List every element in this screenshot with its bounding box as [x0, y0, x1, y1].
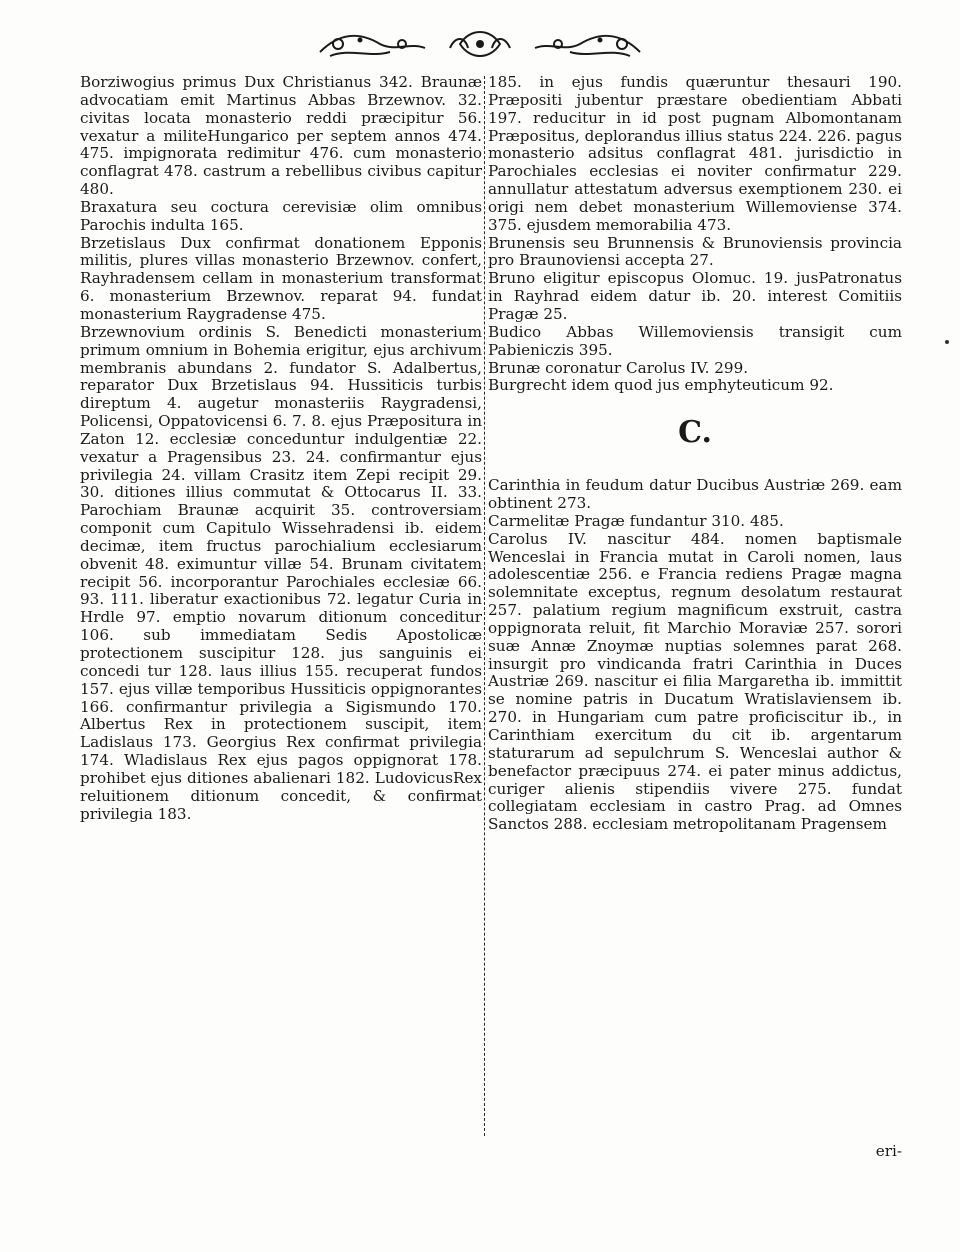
paper-speck	[945, 340, 949, 344]
index-entry: Carmelitæ Pragæ fundantur 310. 485.	[488, 511, 784, 530]
index-entry: Brunæ coronatur Carolus IV. 299.	[488, 358, 749, 377]
right-column	[488, 74, 902, 834]
catchword: eri-	[875, 1142, 902, 1160]
index-entry: 185. in ejus fundis quæruntur thesauri 190. Præpositi jubentur præstare obedientiam Abbati 197. reducitur in id post pugnam Albomontanam Præpositus, deplorandus illius status 224. 226. pagus monasterio adsitus conflagrat 481. jurisdictio in Parochiales ecclesias ei noviter confirmatur 229. annullatur attestatum adversus exemptionem 230. ei origi nem debet monasterium Willemoviense 374. 375. ejusdem memorabilia 473.	[488, 73, 902, 234]
index-entry: Carolus IV. nascitur 484. nomen baptismale Wenceslai in Francia mutat in Caroli nomen, laus adolescentiæ 256. e Francia rediens Pragæ magna solemnitate exceptus, regnum desolatum restaurat 257. palatium regium magnificum exstruit, castra oppignorata reluit, fit Marchio Moraviæ 257. sorori suæ Annæ Znoymæ nuptias solemnes parat 268. insurgit pro vindicanda fratri Carinthia in Duces Austriæ 269. nascitur ei filia Margaretha ib. immittit se nomine patris in Ducatum Wratislaviensem ib. 270. in Hungariam cum patre proficiscitur ib., in Carinthiam exercitum du cit ib. argentarum staturarum ad sepulchrum S. Wenceslai author & benefactor præcipuus 274. ei pater minus addictus, curiger alienis stipendiis vivere 275. fundat collegiatam ecclesiam in castro Prag. ad Omnes Sanctos 288. ecclesiam metropolitanam Pragensem	[488, 529, 902, 834]
section-letter: C.	[678, 415, 712, 451]
index-entry: Brzewnovium ordinis S. Benedicti monasterium primum omnium in Bohemia erigitur, ejus archivum membranis abundans 2. fundator S. Adalbertus, reparator Dux Brzetislaus 94. Hussiticis turbis direptum 4. augetur monasteriis Raygradensi, Policensi, Oppatovicensi 6. 7. 8. ejus Præpositura in Zaton 12. ecclesiæ conceduntur indulgentiæ 22. vexatur a Pragensibus 23. 24. confirmantur ejus privilegia 24. villam Crasitz item Zepi recipit 29. 30. ditiones illius commutat & Ottocarus II. 33. Parochiam Braunæ acquirit 35. controversiam componit cum Capitulo Wissehradensi ib. eidem decimæ, item fructus parochialium ecclesiarum obvenit 48. eximuntur villæ 54. Brunam civitatem recipit 56. incorporantur Parochiales ecclesiæ 66. 93. 111. liberatur exactionibus 72. legatur Curia in Hrdle 97. emptio novarum ditionum conceditur 106. sub immediatam Sedis Apostolicæ protectionem suscipitur 128. jus sanguinis ei concedi tur 128. laus illius 155. recuperat fundos 157. ejus villæ temporibus Hussiticis oppignorantes 166. confirmantur privilegia a Sigismundo 170. Albertus Rex in protectionem suscipit, item Ladislaus 173. Georgius Rex confirmat privilegia 174. Wladislaus Rex ejus pagos oppignorat 178. prohibet ejus ditiones abalienari 182. LudovicusRex reluitionem ditionum concedit, & confirmat privilegia 183.	[80, 322, 482, 823]
index-entry: Bruno eligitur episcopus Olomuc. 19. jusPatronatus in Rayhrad eidem datur ib. 20. interest Comitiis Pragæ 25.	[488, 269, 902, 323]
index-entry: Carinthia in feudum datur Ducibus Austriæ 269. eam obtinent 273.	[488, 476, 902, 513]
index-entry: Braxatura seu coctura cerevisiæ olim omnibus Parochis indulta 165.	[80, 197, 482, 234]
column-divider	[484, 76, 485, 1136]
index-entry: Brunensis seu Brunnensis & Brunoviensis provincia pro Braunoviensi accepta 27.	[488, 233, 902, 270]
index-entry: Brzetislaus Dux confirmat donationem Epponis militis, plures villas monasterio Brzewnov. confert, Rayhradensem cellam in monasterium transformat 6. monasterium Brzewnov. reparat 94. fundat monasterium Raygradense 475.	[80, 233, 482, 323]
index-entry: Burgrecht idem quod jus emphyteuticum 92.	[488, 376, 834, 395]
index-entry: Budico Abbas Willemoviensis transigit cum Pabieniczis 395.	[488, 322, 902, 359]
left-column	[80, 74, 482, 823]
index-entry: Borziwogius primus Dux Christianus 342. Braunæ advocatiam emit Martinus Abbas Brzewnov. 32. civitas locata monasterio reddi præcipitur 56. vexatur a militeHungarico per septem annos 474. 475. impignorata redimitur 476. cum monasterio conflagrat 478. castrum a rebellibus civibus capitur 480.	[80, 73, 482, 199]
floral-headpiece-icon	[300, 22, 660, 68]
